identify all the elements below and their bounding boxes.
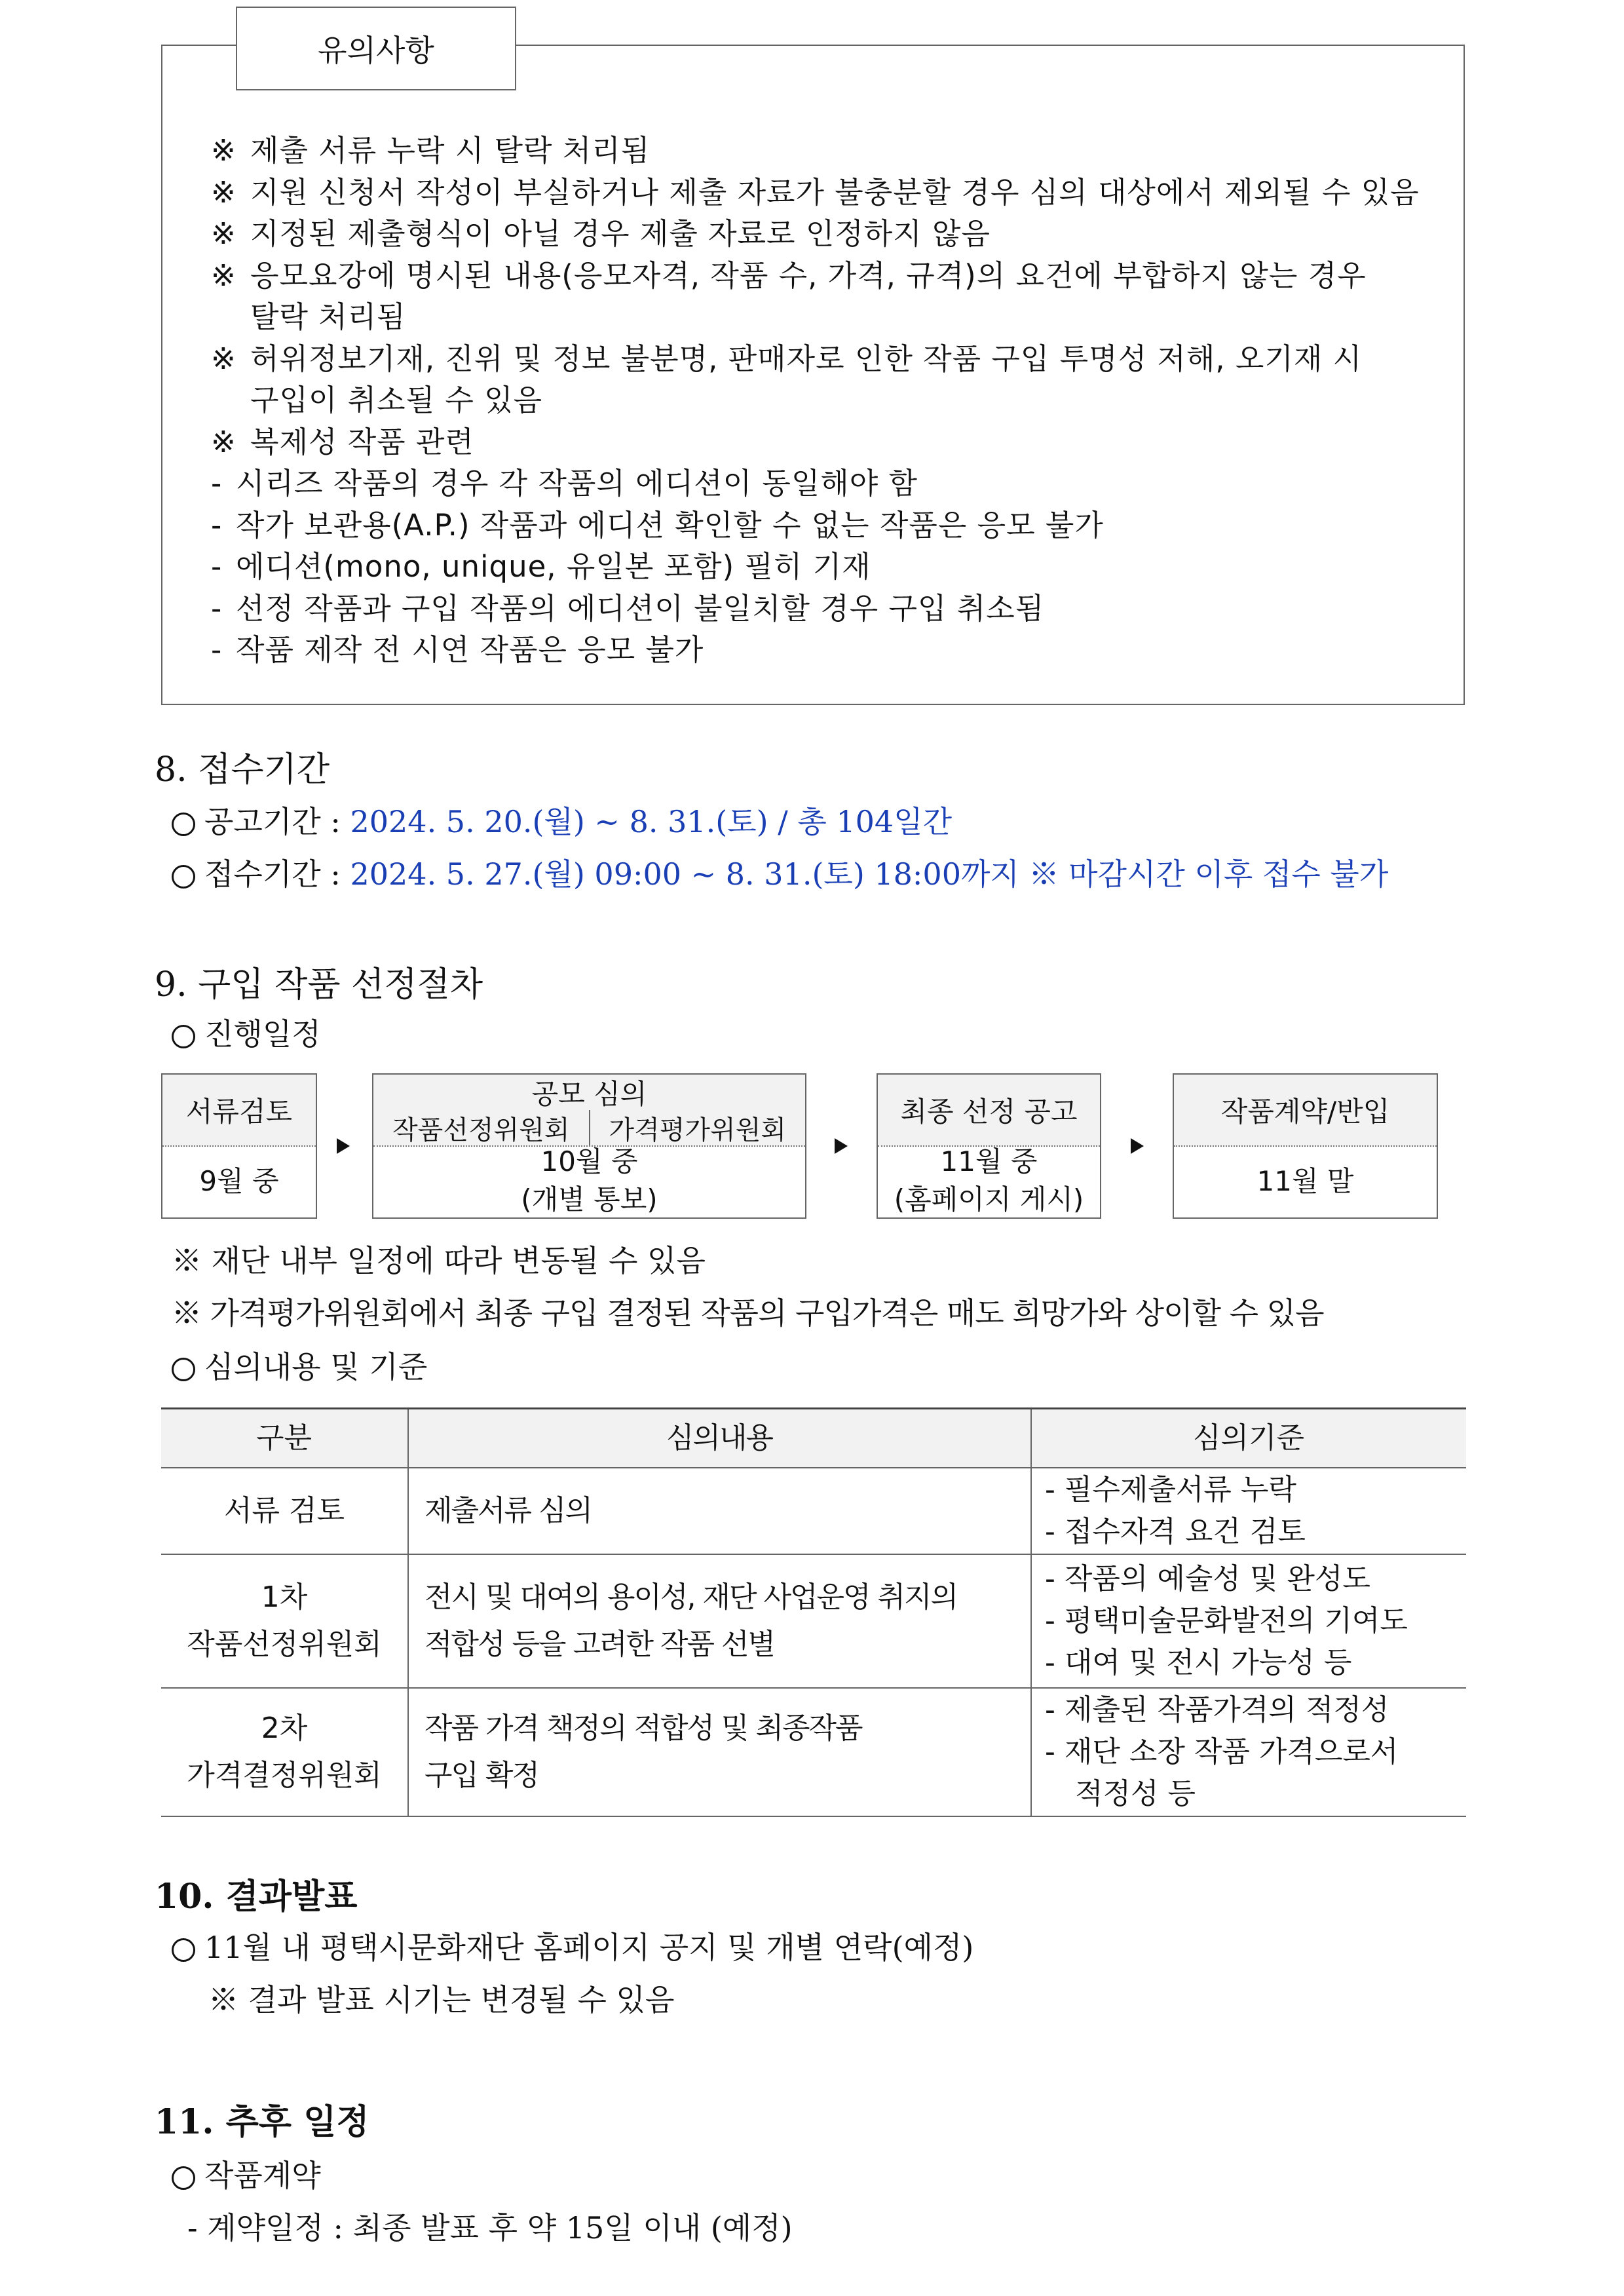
- table-cell-line: 작품선정위원회: [187, 1628, 382, 1661]
- flow-step-body: 11월 말: [1256, 1165, 1354, 1197]
- criteria-label-line: 심의내용 및 기준: [169, 1343, 427, 1387]
- result-note: ※ 결과 발표 시기는 변경될 수 있음: [208, 1982, 675, 2018]
- notice-line-mark: ※: [211, 258, 236, 293]
- notice-line: [211, 214, 991, 254]
- flow-step-body: 9월 중: [199, 1165, 279, 1197]
- notice-line-text: 복제성 작품 관련: [250, 424, 474, 459]
- notice-line: [211, 381, 542, 420]
- notice-line-text: 에디션(mono, unique, 유일본 포함) 필히 기재: [236, 549, 871, 584]
- notice-line-text: 제출 서류 누락 시 탈락 처리됨: [250, 133, 651, 168]
- notice-line-mark: -: [211, 507, 223, 543]
- arrow-right-icon: [337, 1138, 350, 1154]
- table-cell-line: 적합성 등을 고려한 작품 선별: [425, 1628, 774, 1661]
- notice-line-mark: ※: [211, 174, 236, 210]
- circle-bullet-icon: [169, 811, 204, 837]
- notice-line-mark: -: [211, 466, 223, 501]
- notice-line: [211, 423, 474, 462]
- schedule-note-2: ※ 가격평가위원회에서 최종 구입 결정된 작품의 구입가격은 매도 희망가와 상이할 수 있음: [172, 1295, 1324, 1331]
- flow-step-final-announcement: [877, 1073, 1101, 1219]
- table-cell-line: - 접수자격 요건 검토: [1045, 1515, 1306, 1548]
- notice-line-text: 허위정보기재, 진위 및 정보 불분명, 판매자로 인한 작품 구입 투명성 저해, 오기재 시: [250, 341, 1363, 376]
- notice-line-text: 응모요강에 명시된 내용(응모자격, 작품 수, 가격, 규격)의 요건에 부합하지 않는 경우: [250, 258, 1367, 293]
- table-row: [161, 1688, 1466, 1816]
- notice-line-text: 구입이 취소될 수 있음: [250, 383, 543, 417]
- notice-line: [211, 297, 406, 337]
- notice-line-text: 지정된 제출형식이 아닐 경우 제출 자료로 인정하지 않음: [250, 216, 991, 251]
- notice-line-mark: -: [211, 549, 223, 584]
- table-cell-line: - 평택미술문화발전의 기여도: [1045, 1604, 1408, 1637]
- circle-bullet-icon: [169, 2165, 204, 2191]
- table-cell-line: - 제출된 작품가격의 적정성: [1045, 1693, 1389, 1727]
- table-cell-line: 제출서류 심의: [425, 1494, 592, 1527]
- flow-step-head: 최종 선정 공고: [878, 1075, 1100, 1147]
- flow-step-head: 작품계약/반입: [1174, 1075, 1437, 1147]
- contract-schedule: - 계약일정 : 최종 발표 후 약 15일 이내 (예정): [187, 2210, 793, 2246]
- table-cell-line: 서류 검토: [223, 1494, 345, 1527]
- table-row: [161, 1468, 1466, 1554]
- notice-line-mark: -: [211, 590, 223, 626]
- arrow-right-icon: [835, 1138, 848, 1154]
- notice-line-text: 작품 제작 전 시연 작품은 응모 불가: [236, 632, 704, 667]
- notice-line: [211, 630, 704, 670]
- notice-line: [211, 256, 1367, 296]
- notice-line: [211, 131, 650, 170]
- notice-line: [211, 339, 1362, 379]
- table-cell-line: 구입 확정: [425, 1759, 539, 1792]
- table-cell-criteria: [1031, 1554, 1466, 1688]
- table-cell-line: 1차: [261, 1580, 308, 1614]
- table-cell-line: - 필수제출서류 누락: [1045, 1473, 1296, 1506]
- notice-line-text: 탈락 처리됨: [250, 299, 406, 334]
- table-header-row: [161, 1409, 1466, 1468]
- circle-bullet-icon: [169, 1937, 204, 1963]
- circle-bullet-icon: [169, 1356, 204, 1383]
- notice-line-mark: -: [211, 632, 223, 667]
- schedule-note-1: ※ 재단 내부 일정에 따라 변동될 수 있음: [172, 1243, 706, 1278]
- contract-line: 작품계약: [169, 2152, 321, 2195]
- notice-line-text: 지원 신청서 작성이 부실하거나 제출 자료가 불충분할 경우 심의 대상에서 제외될 수 있음: [250, 174, 1420, 210]
- table-cell-category: [161, 1688, 408, 1816]
- table-cell-line: 전시 및 대여의 용이성, 재단 사업운영 취지의: [425, 1580, 957, 1614]
- section9-title: 9. 구입 작품 선정절차: [155, 965, 483, 1004]
- notice-line-mark: ※: [211, 424, 236, 459]
- notice-line-text: 작가 보관용(A.P.) 작품과 에디션 확인할 수 없는 작품은 응모 불가: [236, 507, 1104, 543]
- table-cell-criteria: [1031, 1688, 1466, 1816]
- notice-line-text: 시리즈 작품의 경우 각 작품의 에디션이 동일해야 함: [236, 466, 918, 501]
- table-cell-content: [408, 1468, 1031, 1554]
- notice-line: [211, 464, 918, 503]
- table-cell-content: [408, 1688, 1031, 1816]
- table-cell-criteria: [1031, 1468, 1466, 1554]
- table-cell-category: [161, 1468, 408, 1554]
- section10-title: 10. 결과발표: [155, 1877, 358, 1917]
- table-header-content: 심의내용: [408, 1409, 1031, 1468]
- flow-step-body-note: (홈페이지 게시): [894, 1183, 1084, 1215]
- table-header-criteria: 심의기준: [1031, 1409, 1466, 1468]
- schedule-label-line: 진행일정: [169, 1010, 321, 1054]
- criteria-table: [161, 1407, 1466, 1817]
- notice-line: [211, 547, 871, 586]
- receipt-period-value: 2024. 5. 27.(월) 09:00 ~ 8. 31.(토) 18:00까지 ※ 마감시간 이후 접수 불가: [350, 856, 1389, 892]
- notice-line: [211, 173, 1420, 212]
- result-line: 11월 내 평택시문화재단 홈페이지 공지 및 개별 연락(예정): [169, 1924, 973, 1967]
- receipt-period-line: 접수기간 : 2024. 5. 27.(월) 09:00 ~ 8. 31.(토) 18:00까지 ※ 마감시간 이후 접수 불가: [169, 851, 1388, 894]
- table-cell-line: 적정성 등: [1075, 1777, 1196, 1810]
- arrow-right-icon: [1131, 1138, 1144, 1154]
- table-cell-line: - 대여 및 전시 가능성 등: [1045, 1646, 1352, 1679]
- flow-step-document-review: [161, 1073, 317, 1219]
- notice-line: [211, 506, 1104, 545]
- flow-substep-price-committee: 가격평가위원회: [609, 1115, 786, 1145]
- table-cell-line: - 작품의 예술성 및 완성도: [1045, 1562, 1370, 1596]
- flow-step-head: 공모 심의: [531, 1078, 647, 1110]
- table-cell-line: - 재단 소장 작품 가격으로서: [1045, 1735, 1399, 1769]
- circle-bullet-icon: [169, 1024, 204, 1050]
- notice-line: [211, 589, 1044, 628]
- table-row: [161, 1554, 1466, 1688]
- table-cell-line: 2차: [261, 1712, 308, 1745]
- table-cell-line: 가격결정위원회: [187, 1759, 382, 1792]
- flow-step-body: 10월 중: [540, 1145, 638, 1177]
- circle-bullet-icon: [169, 864, 204, 890]
- flow-step-review: [372, 1073, 806, 1219]
- notice-line-text: 선정 작품과 구입 작품의 에디션이 불일치할 경우 구입 취소됨: [236, 590, 1045, 626]
- flow-step-head: 서류검토: [162, 1075, 316, 1147]
- table-cell-content: [408, 1554, 1031, 1688]
- flow-step-contract: [1173, 1073, 1438, 1219]
- notice-line-mark: ※: [211, 216, 236, 251]
- section11-title: 11. 추후 일정: [155, 2102, 369, 2142]
- table-cell-category: [161, 1554, 408, 1688]
- notice-period-value: 2024. 5. 20.(월) ~ 8. 31.(토) / 총 104일간: [350, 804, 953, 839]
- table-cell-line: 작품 가격 책정의 적합성 및 최종작품: [425, 1712, 862, 1745]
- flow-step-body-note: (개별 통보): [521, 1183, 658, 1215]
- notice-line-mark: ※: [211, 133, 236, 168]
- notice-tab-title: 유의사항: [236, 7, 516, 90]
- section8-title: 8. 접수기간: [155, 750, 330, 790]
- flow-substep-selection-committee: 작품선정위원회: [373, 1110, 590, 1145]
- notice-period-line: 공고기간 : 2024. 5. 20.(월) ~ 8. 31.(토) / 총 104일간: [169, 798, 952, 841]
- notice-line-mark: ※: [211, 341, 236, 376]
- table-header-category: 구분: [161, 1409, 408, 1468]
- flow-step-body: 11월 중: [940, 1145, 1038, 1177]
